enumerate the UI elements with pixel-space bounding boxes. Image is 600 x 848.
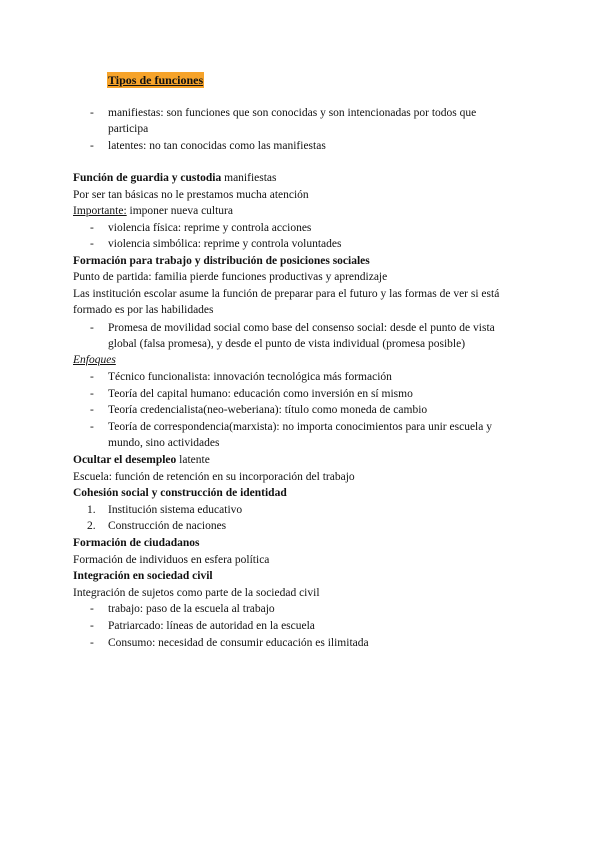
bullet-dash: - xyxy=(90,140,94,152)
bullet-promesa-cont: global (falsa promesa), y desde el punto de vista individual (promesa posible) xyxy=(108,338,466,350)
bullet-promesa: Promesa de movilidad social como base del consenso social: desde el punto de vista xyxy=(108,322,495,334)
list-number: 1. xyxy=(87,504,96,516)
bullet-dash: - xyxy=(90,238,94,250)
document-title: Tipos de funciones xyxy=(108,73,204,87)
bullet-enfoque: Teoría credencialista(neo-weberiana): título como moneda de cambio xyxy=(108,404,428,416)
bullet-dash: - xyxy=(90,222,94,234)
list-number: 2. xyxy=(87,520,96,532)
bullet-dash: - xyxy=(90,388,94,400)
paragraph-line: Punto de partida: familia pierde funciones productivas y aprendizaje xyxy=(73,271,388,283)
intro-bullet-manifiestas-cont: participa xyxy=(108,123,149,135)
bullet-violencia-fisica: violencia física: reprime y controla acciones xyxy=(108,222,312,234)
heading-text: Formación de ciudadanos xyxy=(73,537,200,549)
paragraph-line: Por ser tan básicas no le prestamos mucha atención xyxy=(73,189,309,201)
paragraph-line: formado es por las habilidades xyxy=(73,304,214,316)
bullet-consumo: Consumo: necesidad de consumir educación es ilimitada xyxy=(108,637,369,649)
bullet-enfoque: Teoría de correspondencia(marxista): no importa conocimientos para unir escuela y xyxy=(108,421,492,433)
list-item: Institución sistema educativo xyxy=(108,504,243,516)
bullet-enfoque: Teoría del capital humano: educación como inversión en sí mismo xyxy=(108,388,413,400)
section-heading-ciudadanos xyxy=(73,535,200,551)
section-heading-desempleo xyxy=(73,452,210,468)
enfoques-text: Enfoques xyxy=(73,354,116,366)
bullet-dash: - xyxy=(90,371,94,383)
intro-bullet-latentes: latentes: no tan conocidas como las manifiestas xyxy=(108,140,326,152)
heading-tag: latente xyxy=(176,454,210,466)
paragraph-line: Integración de sujetos como parte de la sociedad civil xyxy=(73,587,320,599)
section-heading-cohesion xyxy=(73,485,287,501)
bullet-dash: - xyxy=(90,404,94,416)
bullet-patriarcado: Patriarcado: líneas de autoridad en la escuela xyxy=(108,620,315,632)
important-line xyxy=(73,203,233,219)
section-heading-sociedad-civil xyxy=(73,568,213,584)
paragraph-line: Formación de individuos en esfera política xyxy=(73,554,270,566)
bullet-violencia-simbolica: violencia simbólica: reprime y controla voluntades xyxy=(108,238,342,250)
section-heading-guardia xyxy=(73,170,277,186)
enfoques-label xyxy=(73,352,116,368)
heading-text: Función de guardia y custodia xyxy=(73,172,222,184)
heading-text: Formación para trabajo y distribución de posiciones sociales xyxy=(73,255,370,267)
list-item: Construcción de naciones xyxy=(108,520,227,532)
bullet-dash: - xyxy=(90,322,94,334)
heading-tag: manifiestas xyxy=(221,172,277,184)
bullet-dash: - xyxy=(90,603,94,615)
intro-bullet-manifiestas: manifiestas: son funciones que son conocidas y son intencionadas por todos que xyxy=(108,107,477,119)
bullet-trabajo: trabajo: paso de la escuela al trabajo xyxy=(108,603,275,615)
bullet-dash: - xyxy=(90,107,94,119)
bullet-dash: - xyxy=(90,637,94,649)
bullet-dash: - xyxy=(90,421,94,433)
bullet-enfoque: Técnico funcionalista: innovación tecnológica más formación xyxy=(108,371,392,383)
bullet-enfoque-cont: mundo, sino actividades xyxy=(108,437,220,449)
important-text: imponer nueva cultura xyxy=(126,205,233,217)
section-heading-trabajo xyxy=(73,253,370,269)
heading-text: Cohesión social y construcción de identidad xyxy=(73,487,287,499)
heading-text: Ocultar el desempleo xyxy=(73,454,177,466)
heading-text: Integración en sociedad civil xyxy=(73,570,213,582)
important-label: Importante: xyxy=(73,205,127,217)
paragraph-line: Las institución escolar asume la función de preparar para el futuro y las formas de ver si está xyxy=(73,288,500,300)
paragraph-line: Escuela: función de retención en su incorporación del trabajo xyxy=(73,471,355,483)
bullet-dash: - xyxy=(90,620,94,632)
